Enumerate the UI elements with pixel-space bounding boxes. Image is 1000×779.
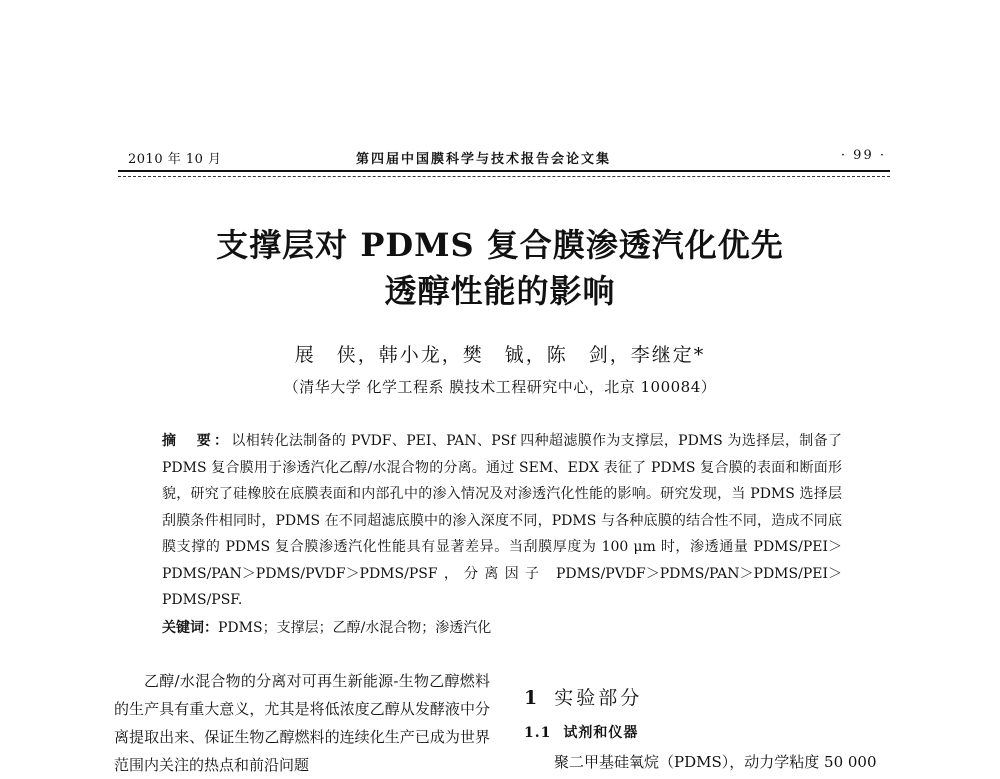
abstract bbox=[162, 428, 842, 614]
abstract-text: 以相转化法制备的 PVDF、PEI、PAN、PSf 四种超滤膜作为支撑层，PDMS 为选择层，制备了 PDMS 复合膜用于渗透汽化乙醇/水混合物的分离。通过 SEM、EDX 表征了 PDMS 复合膜的表面和断面形貌，研究了硅橡胶在底膜表面和内部孔中的渗入情况及对渗透汽化性能的影响。研究发现，当 PDMS 选择层刮膜条件相同时，PDMS 在不同超滤底膜中的渗入深度不同，PDMS 与各种底膜的结合性不同，造成不同底膜支撑的 PDMS 复合膜渗透汽化性能具有显著差异。当刮膜厚度为 100 μm 时，渗透通量 PDMS/PEI＞PDMS/PAN＞PDMS/PVDF＞PDMS/PSF，分离因子 PDMS/PVDF＞PDMS/PAN＞PDMS/PEI＞PDMS/PSF. bbox=[162, 433, 843, 608]
author-list: 展 侠，韩小龙，樊 铖，陈 剑，李继定* bbox=[294, 344, 706, 366]
abstract-label: 摘 要： bbox=[162, 433, 232, 449]
body-left-column bbox=[114, 667, 490, 779]
paper-title-line-1: 支撑层对 PDMS 复合膜渗透汽化优先 bbox=[216, 226, 784, 264]
keywords bbox=[162, 617, 842, 637]
paper-title-line-2: 透醇性能的影响 bbox=[384, 272, 616, 310]
subsection-number: 1.1 bbox=[524, 725, 552, 741]
section-heading bbox=[524, 683, 642, 710]
affiliation: （清华大学 化学工程系 膜技术工程研究中心，北京 100084） bbox=[283, 378, 717, 396]
subsection-title: 试剂和仪器 bbox=[563, 725, 639, 741]
header-journal-title: 第四届中国膜科学与技术报告会论文集 bbox=[356, 152, 612, 167]
header-page-number: · 99 · bbox=[840, 148, 886, 163]
header-rule-thin bbox=[118, 176, 890, 177]
section-title: 实验部分 bbox=[554, 687, 643, 709]
keywords-text: PDMS；支撑层；乙醇/水混合物；渗透汽化 bbox=[218, 620, 492, 636]
section-number: 1 bbox=[524, 687, 541, 709]
paper-title bbox=[150, 222, 850, 314]
subsection-heading bbox=[524, 722, 638, 742]
keywords-label: 关键词： bbox=[162, 620, 218, 636]
header-rule-thick bbox=[118, 170, 890, 172]
body-right-column-text: 聚二甲基硅氧烷（PDMS），动力学粘度 50 000 bbox=[554, 753, 877, 771]
header-date: 2010 年 10 月 bbox=[128, 152, 222, 167]
intro-paragraph: 乙醇/水混合物的分离对可再生新能源-生物乙醇燃料的生产具有重大意义，尤其是将低浓度乙醇从发酵液中分离提取出来、保证生物乙醇燃料的连续化生产已成为世界范围内关注的热点和前沿问题 bbox=[114, 672, 490, 774]
running-header bbox=[128, 146, 886, 170]
